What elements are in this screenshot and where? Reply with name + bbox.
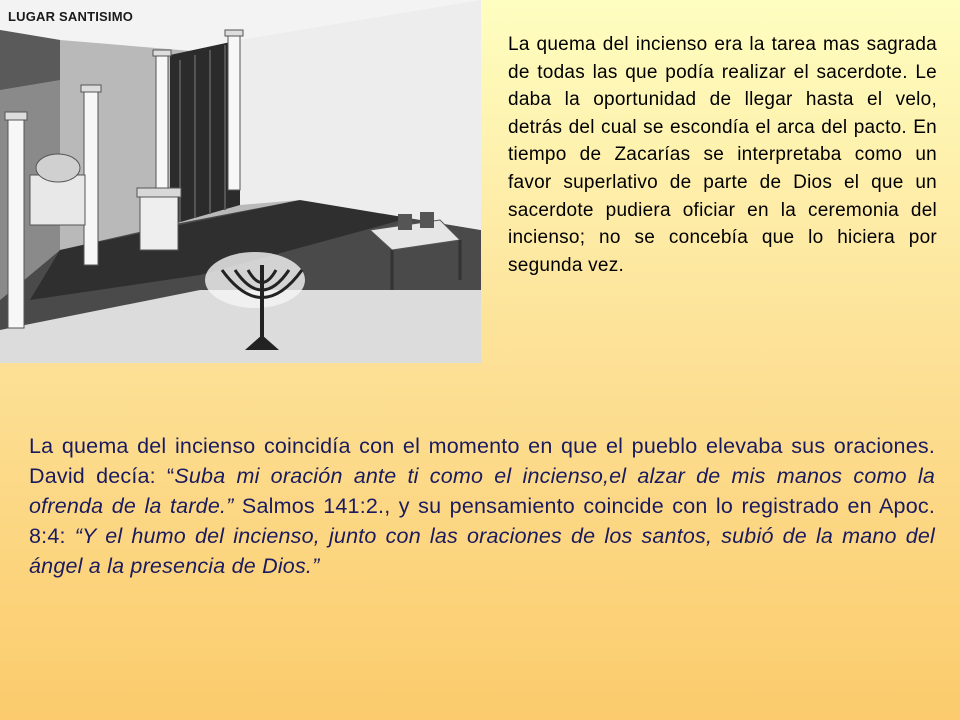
illustration-caption: LUGAR SANTISIMO — [8, 9, 134, 24]
bottom-text-1: La quema del incienso coincidía con el momento en que el pueblo elevaba sus oraciones. David decía: “ — [29, 434, 935, 488]
revelation-quote: “Y el humo del incienso, junto con las oraciones de los santos, subió de la mano del ángel a la presencia de Dios.” — [29, 524, 935, 578]
bottom-paragraph — [29, 431, 935, 581]
psalm-quote: Suba mi oración ante ti como el incienso,el alzar de mis manos como la ofrenda de la tarde.” — [29, 464, 935, 518]
temple-illustration — [0, 0, 481, 363]
bottom-text-2: Salmos 141:2., y su pensamiento coincide con lo registrado en Apoc. 8:4: — [29, 494, 935, 548]
temple-holy-place-icon — [0, 0, 481, 363]
top-paragraph: La quema del incienso era la tarea mas sagrada de todas las que podía realizar el sacerdote. Le daba la oportunidad de llegar hasta el velo, detrás del cual se escondía el arca del pacto. En tiempo de Zacarías se interpretaba como un favor superlativo de parte de Dios el que un sacerdote pudiera oficiar en la ceremonia del incienso; no se concebía que lo hiciera por segunda vez. — [508, 34, 937, 276]
